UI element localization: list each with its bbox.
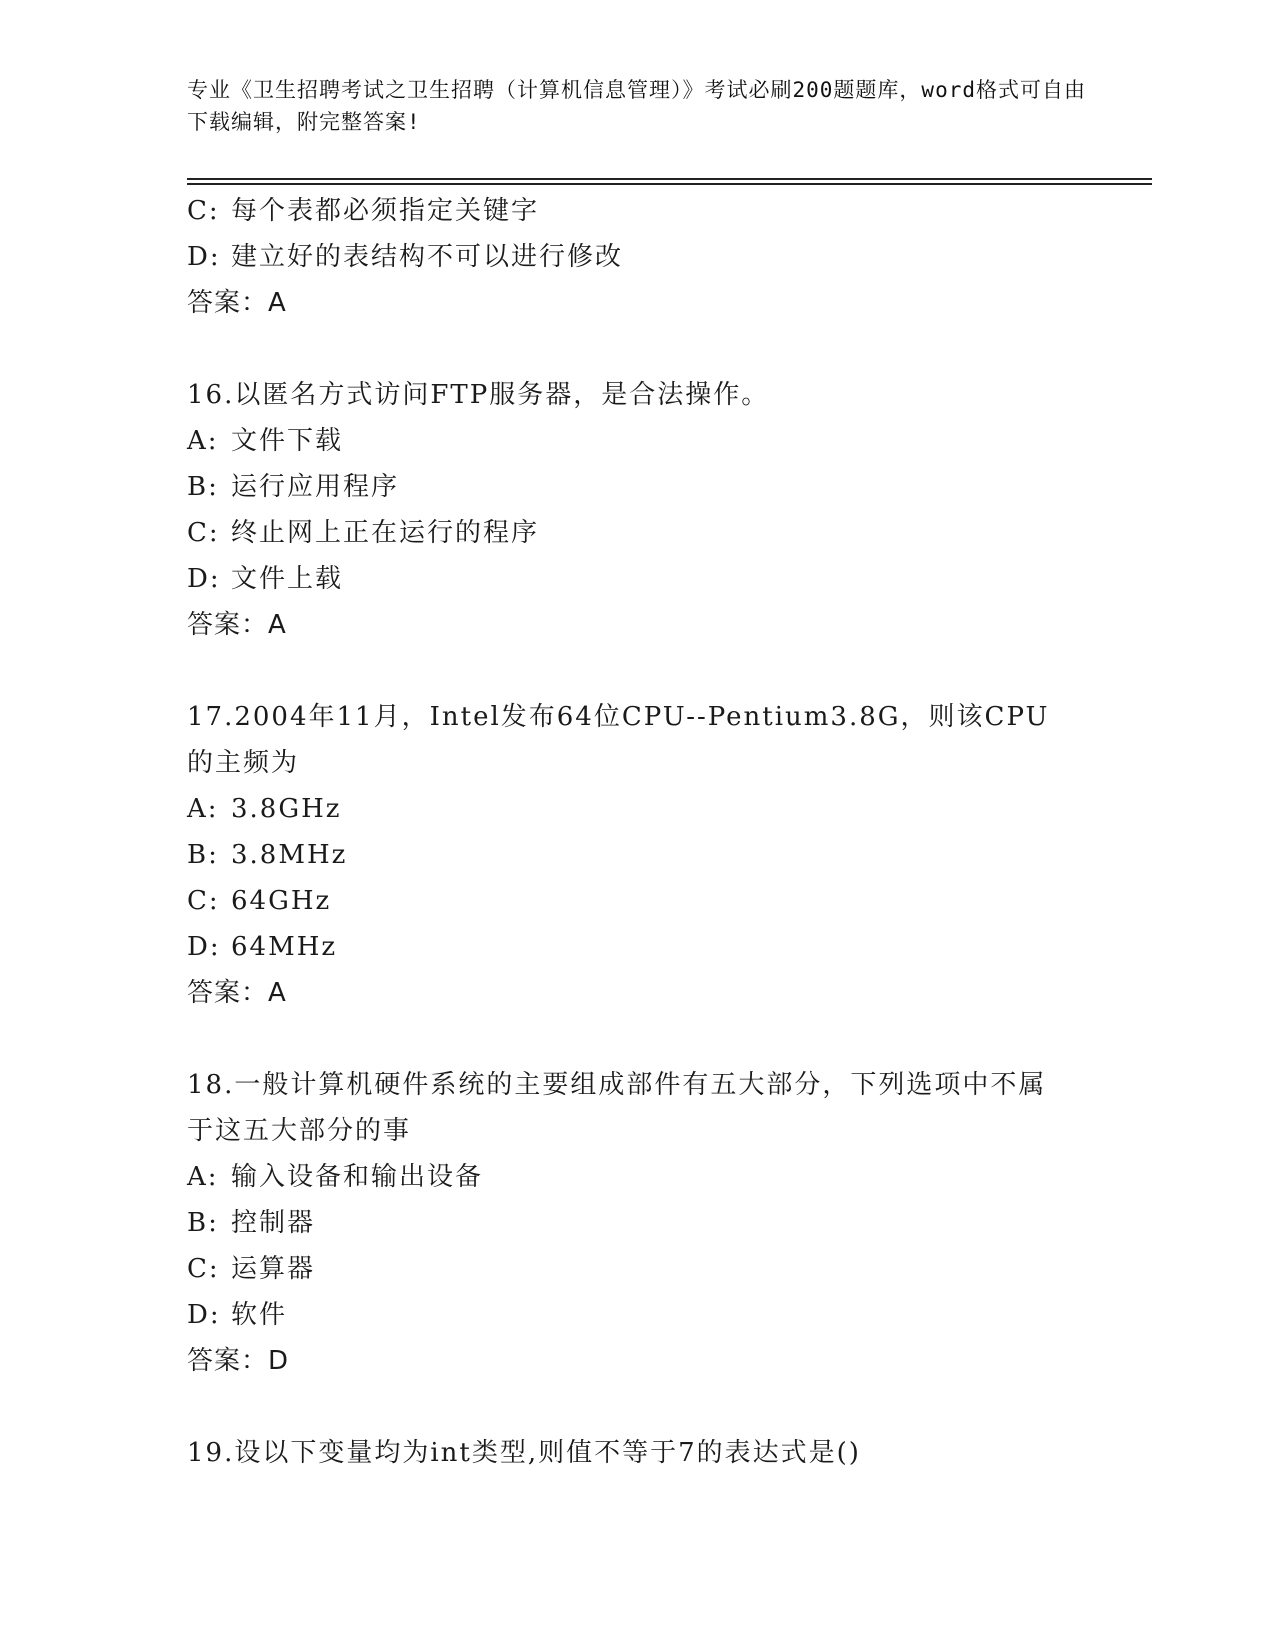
answer-line: 答案：A (187, 610, 287, 640)
option-text: 64GHz (231, 886, 332, 916)
option-label: C: (187, 886, 220, 916)
option-text: 文件上载 (231, 564, 344, 594)
option-d (187, 234, 1087, 280)
option-label: C: (187, 1254, 220, 1284)
option-label: B: (187, 840, 219, 870)
option-label: A: (187, 426, 219, 456)
option-b (187, 832, 1087, 878)
option-label: D: (187, 1300, 221, 1330)
option-text: 建立好的表结构不可以进行修改 (231, 242, 624, 272)
option-c (187, 510, 1087, 556)
option-label: D: (187, 242, 221, 272)
option-a (187, 418, 1087, 464)
option-d (187, 556, 1087, 602)
option-text: 每个表都必须指定关键字 (231, 196, 540, 226)
option-label: D: (187, 932, 221, 962)
option-text: 输入设备和输出设备 (231, 1162, 484, 1192)
option-d (187, 924, 1087, 970)
header-divider-top (187, 178, 1152, 180)
document-header: 专业《卫生招聘考试之卫生招聘（计算机信息管理）》考试必刷200题题库，word格式可自由下载编辑，附完整答案! (187, 78, 1086, 134)
answer-line: 答案：A (187, 978, 287, 1008)
option-text: 运行应用程序 (231, 472, 400, 502)
option-label: A: (187, 794, 219, 824)
question-content (187, 188, 1087, 1476)
option-label: B: (187, 472, 219, 502)
option-c (187, 1246, 1087, 1292)
option-b (187, 464, 1087, 510)
option-text: 64MHz (231, 932, 338, 962)
option-text: 软件 (231, 1300, 288, 1330)
option-a (187, 1154, 1087, 1200)
option-label: B: (187, 1208, 219, 1238)
option-text: 文件下载 (231, 426, 344, 456)
option-text: 3.8MHz (231, 840, 348, 870)
option-text: 3.8GHz (231, 794, 342, 824)
option-text: 控制器 (231, 1208, 316, 1238)
option-label: C: (187, 196, 220, 226)
option-c (187, 878, 1087, 924)
question-16-stem: 16.以匿名方式访问FTP服务器，是合法操作。 (187, 380, 770, 410)
option-d (187, 1292, 1087, 1338)
option-label: A: (187, 1162, 219, 1192)
option-label: D: (187, 564, 221, 594)
question-17-stem: 17.2004年11月，Intel发布64位CPU--Pentium3.8G，则该CPU的主频为 (187, 702, 1050, 778)
answer-line: 答案：D (187, 1346, 290, 1376)
question-18-stem: 18.一般计算机硬件系统的主要组成部件有五大部分，下列选项中不属于这五大部分的事 (187, 1070, 1047, 1146)
option-b (187, 1200, 1087, 1246)
option-text: 终止网上正在运行的程序 (231, 518, 540, 548)
option-label: C: (187, 518, 220, 548)
question-19-stem: 19.设以下变量均为int类型,则值不等于7的表达式是() (187, 1438, 861, 1468)
answer-line: 答案：A (187, 288, 287, 318)
option-a (187, 786, 1087, 832)
option-c (187, 188, 1087, 234)
option-text: 运算器 (231, 1254, 316, 1284)
header-divider-bottom (187, 183, 1152, 185)
